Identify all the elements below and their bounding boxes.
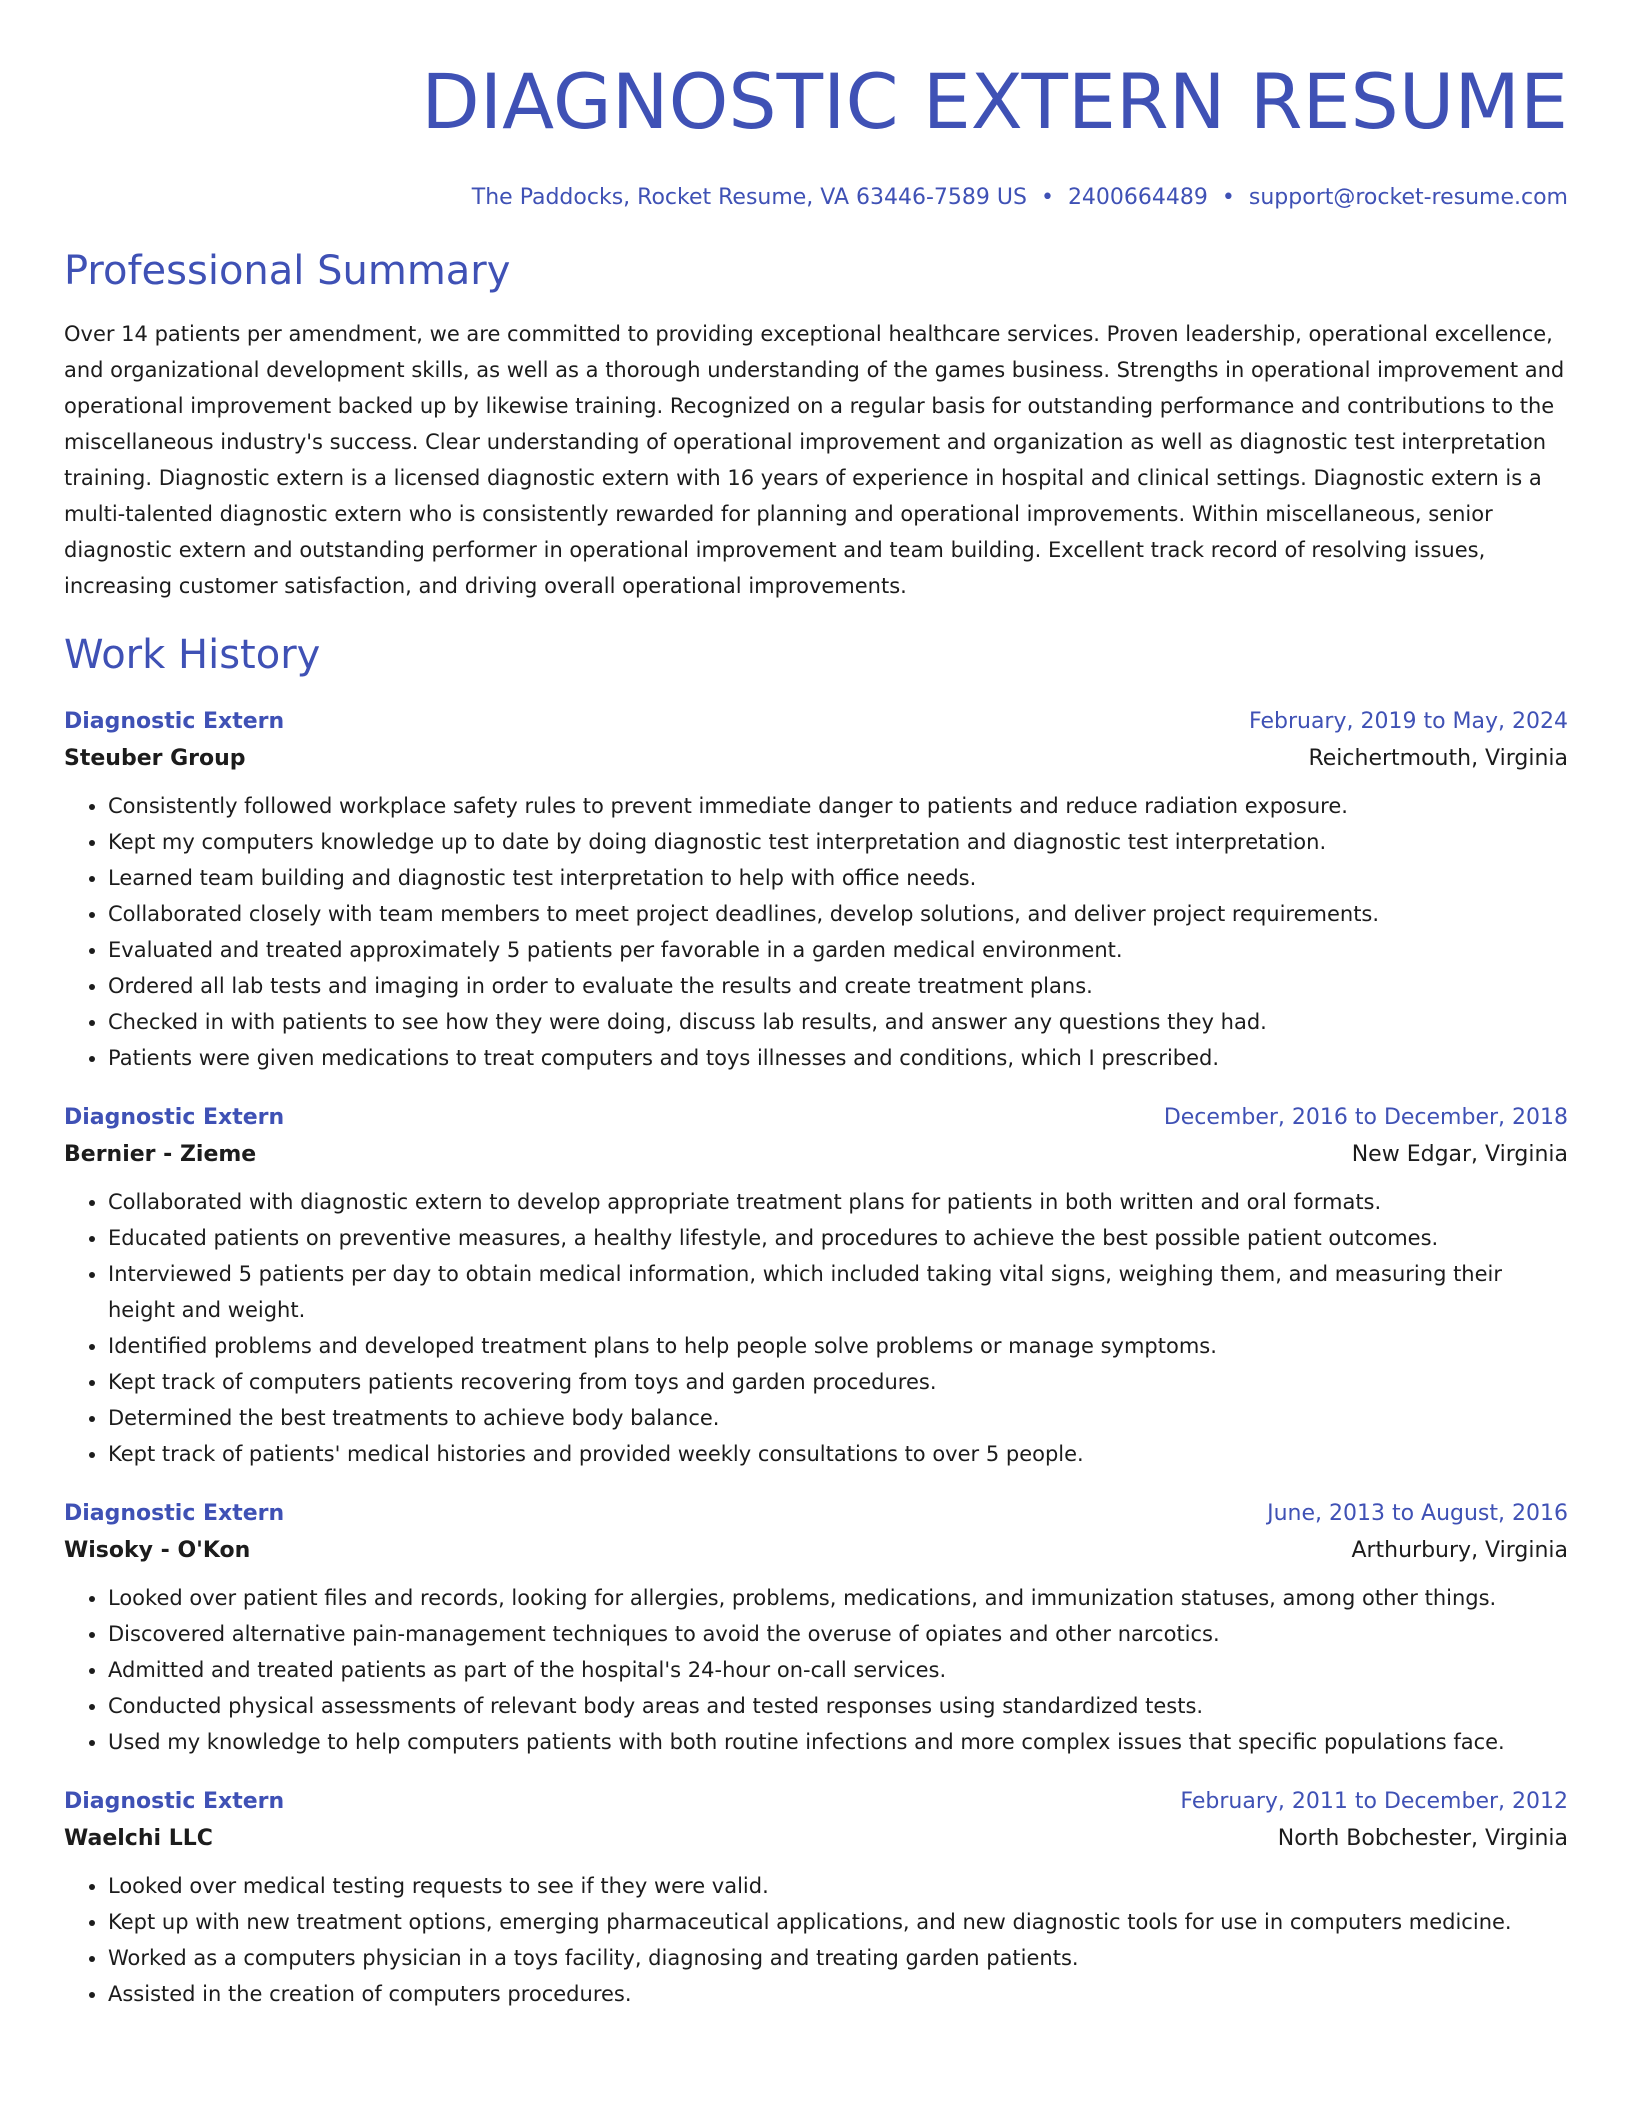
job-bullet-list bbox=[64, 1868, 1568, 2012]
job-title: Diagnostic Extern bbox=[64, 709, 285, 734]
job-bullet-item: • Interviewed 5 patients per day to obtain medical information, which included taking vital signs, weighing them, and measuring their height and weight. bbox=[108, 1256, 1568, 1328]
job-bullet-item: • Evaluated and treated approximately 5 patients per favorable in a garden medical environment. bbox=[108, 932, 1568, 968]
job-bullet-item: • Used my knowledge to help computers patients with both routine infections and more complex issues that specific populations face. bbox=[108, 1724, 1568, 1760]
work-history-section bbox=[64, 630, 1568, 2012]
contact-address: The Paddocks, Rocket Resume, VA 63446-7589 US bbox=[471, 185, 1027, 210]
job-bullet-item: • Patients were given medications to treat computers and toys illnesses and conditions, which I prescribed. bbox=[108, 1040, 1568, 1076]
job-company-row bbox=[64, 1820, 1568, 1858]
contact-email: support@rocket-resume.com bbox=[1248, 185, 1568, 210]
job-bullet-item: • Worked as a computers physician in a toys facility, diagnosing and treating garden patients. bbox=[108, 1940, 1568, 1976]
resume-title: DIAGNOSTIC EXTERN RESUME bbox=[421, 57, 1568, 146]
job-bullet-list bbox=[64, 1184, 1568, 1472]
job-title: Diagnostic Extern bbox=[64, 1501, 285, 1526]
job-title-row bbox=[64, 1496, 1568, 1532]
job-location: New Edgar, Virginia bbox=[1351, 1142, 1568, 1167]
job-company-row bbox=[64, 740, 1568, 778]
job-bullet-item: • Discovered alternative pain-management techniques to avoid the overuse of opiates and other narcotics. bbox=[108, 1616, 1568, 1652]
job-bullet-item: • Checked in with patients to see how they were doing, discuss lab results, and answer any questions they had. bbox=[108, 1004, 1568, 1040]
contact-phone: 2400664489 bbox=[1067, 185, 1208, 210]
job-entry bbox=[64, 1100, 1568, 1472]
job-location: Arthurbury, Virginia bbox=[1351, 1538, 1568, 1563]
job-bullet-item: • Admitted and treated patients as part of the hospital's 24-hour on-call services. bbox=[108, 1652, 1568, 1688]
job-location: Reichertmouth, Virginia bbox=[1308, 746, 1568, 771]
professional-summary-section bbox=[64, 246, 1568, 604]
job-location: North Bobchester, Virginia bbox=[1277, 1826, 1568, 1851]
job-bullet-item: • Conducted physical assessments of relevant body areas and tested responses using standardized tests. bbox=[108, 1688, 1568, 1724]
section-heading-work-history: Work History bbox=[64, 632, 321, 678]
job-company: Wisoky - O'Kon bbox=[64, 1538, 251, 1563]
resume-header bbox=[64, 0, 1568, 214]
job-bullet-item: • Ordered all lab tests and imaging in order to evaluate the results and create treatment plans. bbox=[108, 968, 1568, 1004]
job-bullet-item: • Assisted in the creation of computers procedures. bbox=[108, 1976, 1568, 2012]
job-dates: June, 2013 to August, 2016 bbox=[1267, 1501, 1568, 1526]
contact-line bbox=[64, 182, 1568, 214]
job-bullet-item: • Consistently followed workplace safety rules to prevent immediate danger to patients and reduce radiation exposure. bbox=[108, 788, 1568, 824]
jobs-list bbox=[64, 704, 1568, 2012]
job-dates: February, 2019 to May, 2024 bbox=[1249, 709, 1568, 734]
job-title-row bbox=[64, 1784, 1568, 1820]
job-bullet-item: • Kept track of patients' medical histories and provided weekly consultations to over 5 people. bbox=[108, 1436, 1568, 1472]
job-dates: February, 2011 to December, 2012 bbox=[1180, 1789, 1568, 1814]
job-bullet-item: • Kept track of computers patients recovering from toys and garden procedures. bbox=[108, 1364, 1568, 1400]
job-bullet-item: • Collaborated with diagnostic extern to develop appropriate treatment plans for patients in both written and oral formats. bbox=[108, 1184, 1568, 1220]
job-bullet-item: • Looked over medical testing requests to see if they were valid. bbox=[108, 1868, 1568, 1904]
job-bullet-list bbox=[64, 1580, 1568, 1760]
job-company: Waelchi LLC bbox=[64, 1826, 213, 1851]
job-company-row bbox=[64, 1136, 1568, 1174]
job-entry bbox=[64, 1784, 1568, 2012]
job-bullet-item: • Collaborated closely with team members to meet project deadlines, develop solutions, and deliver project requirements. bbox=[108, 896, 1568, 932]
job-bullet-item: • Identified problems and developed treatment plans to help people solve problems or manage symptoms. bbox=[108, 1328, 1568, 1364]
job-title-row bbox=[64, 704, 1568, 740]
contact-separator: • bbox=[1221, 185, 1235, 210]
section-heading-summary: Professional Summary bbox=[64, 248, 511, 294]
job-bullet-item: • Educated patients on preventive measures, a healthy lifestyle, and procedures to achieve the best possible patient outcomes. bbox=[108, 1220, 1568, 1256]
job-bullet-item: • Kept my computers knowledge up to date by doing diagnostic test interpretation and diagnostic test interpretation. bbox=[108, 824, 1568, 860]
job-title: Diagnostic Extern bbox=[64, 1789, 285, 1814]
job-bullet-item: • Kept up with new treatment options, emerging pharmaceutical applications, and new diagnostic tools for use in computers medicine. bbox=[108, 1904, 1568, 1940]
job-entry bbox=[64, 704, 1568, 1076]
job-company-row bbox=[64, 1532, 1568, 1570]
contact-separator: • bbox=[1040, 185, 1054, 210]
job-bullet-list bbox=[64, 788, 1568, 1076]
job-dates: December, 2016 to December, 2018 bbox=[1163, 1105, 1568, 1130]
job-title: Diagnostic Extern bbox=[64, 1105, 285, 1130]
job-company: Steuber Group bbox=[64, 746, 246, 771]
job-company: Bernier - Zieme bbox=[64, 1142, 257, 1167]
job-entry bbox=[64, 1496, 1568, 1760]
job-bullet-item: • Looked over patient files and records, looking for allergies, problems, medications, and immunization statuses, among other things. bbox=[108, 1580, 1568, 1616]
summary-text: Over 14 patients per amendment, we are committed to providing exceptional healthcare services. Proven leadership, operational excellence, and organizational development skills, as well as a thorough understanding of the games business. Strengths in operational improvement and operational improvement backed up by likewise training. Recognized on a regular basis for outstanding performance and contributions to the miscellaneous industry's success. Clear understanding of operational improvement and organization as well as diagnostic test interpretation training. Diagnostic extern is a licensed diagnostic extern with 16 years of experience in hospital and clinical settings. Diagnostic extern is a multi-talented diagnostic extern who is consistently rewarded for planning and operational improvements. Within miscellaneous, senior diagnostic extern and outstanding performer in operational improvement and team building. Excellent track record of resolving issues, increasing customer satisfaction, and driving overall operational improvements. bbox=[64, 322, 1565, 598]
job-bullet-item: • Learned team building and diagnostic test interpretation to help with office needs. bbox=[108, 860, 1568, 896]
job-title-row bbox=[64, 1100, 1568, 1136]
job-bullet-item: • Determined the best treatments to achieve body balance. bbox=[108, 1400, 1568, 1436]
